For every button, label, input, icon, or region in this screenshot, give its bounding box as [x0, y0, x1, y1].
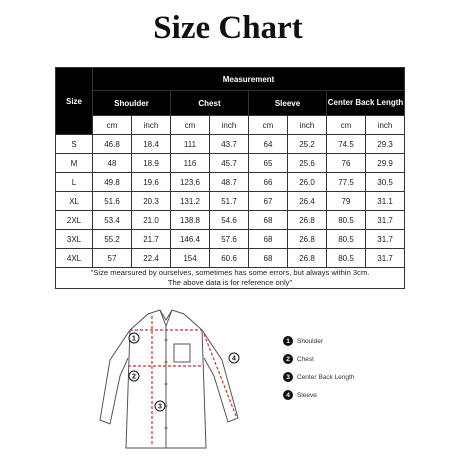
- value-cell: 68: [249, 249, 288, 268]
- value-cell: 66: [249, 173, 288, 192]
- value-cell: 116: [171, 154, 210, 173]
- value-cell: 51.6: [93, 192, 132, 211]
- value-cell: 30.5: [366, 173, 405, 192]
- value-cell: 18.4: [132, 135, 171, 154]
- unit-cell: inch: [132, 116, 171, 135]
- size-cell: 2XL: [56, 211, 93, 230]
- legend-label: Chest: [297, 355, 314, 363]
- legend-item: [283, 372, 354, 382]
- table-row: [56, 249, 405, 268]
- legend-number: 4: [283, 390, 293, 400]
- value-cell: 55.2: [93, 230, 132, 249]
- size-cell: 4XL: [56, 249, 93, 268]
- value-cell: 138.8: [171, 211, 210, 230]
- note-cell: [56, 268, 405, 289]
- value-cell: 77.5: [327, 173, 366, 192]
- legend-item: [283, 354, 314, 364]
- table-row: [56, 192, 405, 211]
- table-row: [56, 230, 405, 249]
- legend-label: Center Back Length: [297, 373, 355, 381]
- value-cell: 51.7: [210, 192, 249, 211]
- value-cell: 45.7: [210, 154, 249, 173]
- size-cell: XL: [56, 192, 93, 211]
- diagram-number-3: 3: [158, 403, 162, 411]
- value-cell: 76: [327, 154, 366, 173]
- units-row: [56, 116, 405, 135]
- value-cell: 22.4: [132, 249, 171, 268]
- legend-label: Sleeve: [297, 391, 317, 399]
- legend-item: [283, 390, 317, 400]
- value-cell: 60.6: [210, 249, 249, 268]
- table-row: [56, 154, 405, 173]
- value-cell: 146.4: [171, 230, 210, 249]
- note-line-1: "Size mearsured by ourselves, sometimes has some errors, but always within 3cm.: [90, 268, 370, 277]
- value-cell: 80.5: [327, 211, 366, 230]
- value-cell: 26.8: [288, 230, 327, 249]
- left-sleeve-outline: [100, 330, 130, 424]
- note-line-2: The above data is for reference only": [167, 278, 293, 287]
- page-title: Size Chart: [153, 10, 303, 46]
- legend-label: Shoulder: [297, 337, 324, 345]
- value-cell: 31.7: [366, 249, 405, 268]
- value-cell: 111: [171, 135, 210, 154]
- value-cell: 31.7: [366, 211, 405, 230]
- value-cell: 154: [171, 249, 210, 268]
- unit-cell: inch: [366, 116, 405, 135]
- shirt-diagram: [90, 300, 260, 450]
- value-cell: 31.7: [366, 230, 405, 249]
- value-cell: 80.5: [327, 230, 366, 249]
- value-cell: 64: [249, 135, 288, 154]
- value-cell: 18.9: [132, 154, 171, 173]
- value-cell: 54.6: [210, 211, 249, 230]
- legend-number: 3: [283, 372, 293, 382]
- value-cell: 26.0: [288, 173, 327, 192]
- value-cell: 26.4: [288, 192, 327, 211]
- value-cell: 43.7: [210, 135, 249, 154]
- value-cell: 67: [249, 192, 288, 211]
- legend-item: [283, 336, 323, 346]
- value-cell: 80.5: [327, 249, 366, 268]
- value-cell: 74.5: [327, 135, 366, 154]
- value-cell: 25.6: [288, 154, 327, 173]
- value-cell: 26.8: [288, 249, 327, 268]
- value-cell: 48: [93, 154, 132, 173]
- sleeve-header: Sleeve: [249, 91, 327, 116]
- value-cell: 31.1: [366, 192, 405, 211]
- legend-number: 1: [283, 336, 293, 346]
- value-cell: 48.7: [210, 173, 249, 192]
- size-table: [55, 67, 405, 289]
- size-cell: L: [56, 173, 93, 192]
- value-cell: 53.4: [93, 211, 132, 230]
- size-cell: M: [56, 154, 93, 173]
- sleeve-measure-line: [204, 334, 236, 416]
- value-cell: 21.0: [132, 211, 171, 230]
- unit-cell: inch: [288, 116, 327, 135]
- value-cell: 68: [249, 211, 288, 230]
- value-cell: 25.2: [288, 135, 327, 154]
- diagram-number-2: 2: [132, 373, 136, 381]
- value-cell: 131.2: [171, 192, 210, 211]
- size-cell: S: [56, 135, 93, 154]
- value-cell: 123.6: [171, 173, 210, 192]
- value-cell: 79: [327, 192, 366, 211]
- table-row: [56, 211, 405, 230]
- value-cell: 21.7: [132, 230, 171, 249]
- size-cell: 3XL: [56, 230, 93, 249]
- diagram-number-4: 4: [232, 355, 236, 363]
- note-row: [56, 268, 405, 289]
- size-column-header: Size: [56, 68, 93, 135]
- center-back-length-header: Center Back Length: [327, 91, 405, 116]
- value-cell: 68: [249, 230, 288, 249]
- legend-number: 2: [283, 354, 293, 364]
- value-cell: 20.3: [132, 192, 171, 211]
- chest-header: Chest: [171, 91, 249, 116]
- value-cell: 26.8: [288, 211, 327, 230]
- table-row: [56, 173, 405, 192]
- unit-cell: cm: [171, 116, 210, 135]
- value-cell: 57: [93, 249, 132, 268]
- value-cell: 57.6: [210, 230, 249, 249]
- unit-cell: cm: [327, 116, 366, 135]
- value-cell: 29.9: [366, 154, 405, 173]
- value-cell: 49.8: [93, 173, 132, 192]
- table-row: [56, 135, 405, 154]
- pocket-outline: [174, 344, 190, 362]
- unit-cell: cm: [93, 116, 132, 135]
- diagram-number-1: 1: [132, 335, 136, 343]
- unit-cell: cm: [249, 116, 288, 135]
- unit-cell: inch: [210, 116, 249, 135]
- value-cell: 46.8: [93, 135, 132, 154]
- value-cell: 19.6: [132, 173, 171, 192]
- measurement-header: Measurement: [93, 68, 405, 91]
- value-cell: 29.3: [366, 135, 405, 154]
- shoulder-header: Shoulder: [93, 91, 171, 116]
- value-cell: 65: [249, 154, 288, 173]
